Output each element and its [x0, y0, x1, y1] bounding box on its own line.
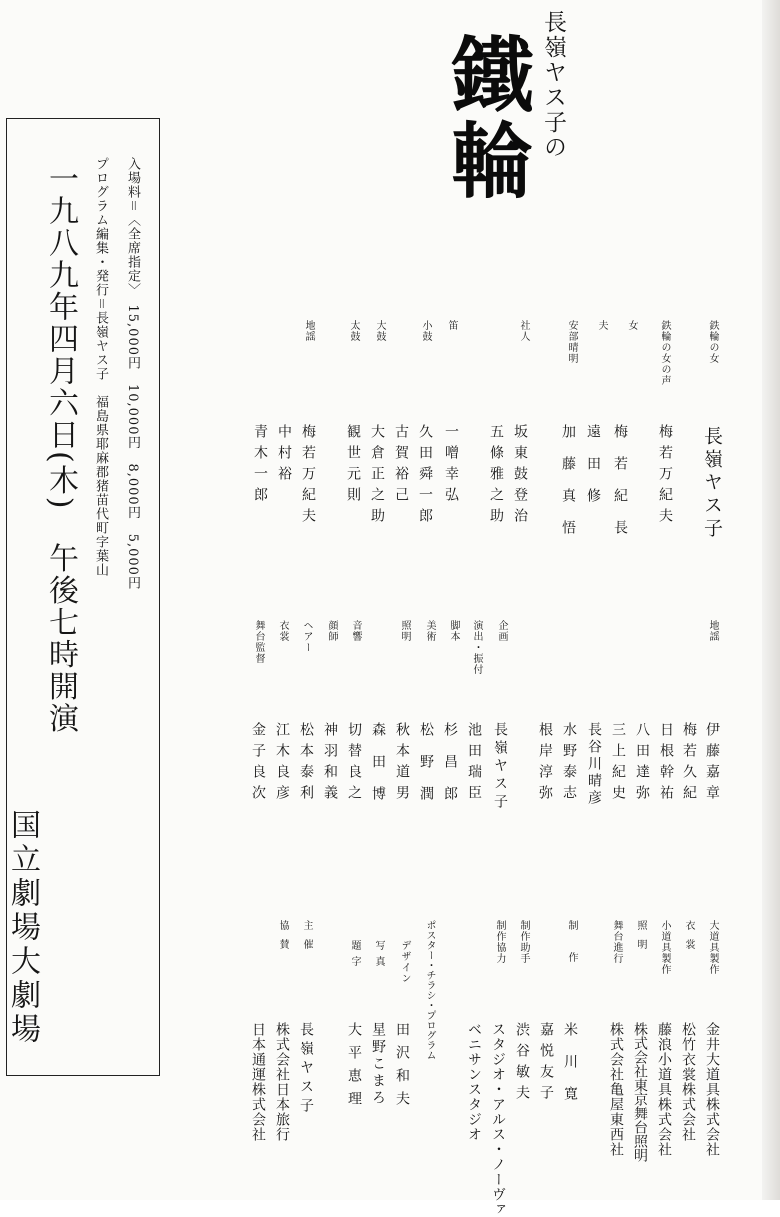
staff-name: 江木良彦 — [274, 722, 290, 806]
role-label: デザイン — [399, 940, 410, 984]
performer-name: 久田舜一郎 — [417, 424, 433, 529]
credit-name: 星野こまろ — [370, 1022, 386, 1107]
venue: 国立劇場大劇場 — [5, 809, 40, 1047]
role-label: 脚本 — [448, 620, 459, 642]
performer-name: 観世元則 — [345, 424, 361, 508]
performer-name: 加藤真悟 — [560, 424, 576, 552]
role-label: 写真 — [373, 940, 384, 972]
staff-name: 池田瑞臣 — [466, 722, 482, 806]
performer-name: 坂東鼓登治 — [512, 424, 528, 529]
role-label: 社人 — [518, 320, 529, 342]
role-label: 鉄輪の女 — [707, 320, 718, 364]
performer-name: 梅若紀長 — [612, 424, 628, 552]
performer-name: 遠田修 — [585, 424, 601, 520]
role-label: 夫 — [596, 320, 607, 331]
staff-name: 長嶺ヤス子 — [492, 722, 508, 812]
staff-name: 三上紀史 — [610, 722, 626, 806]
staff-name: 根岸淳弥 — [537, 722, 553, 806]
role-label: 照明 — [399, 620, 410, 642]
staff-name: 森田博 — [370, 722, 386, 818]
staff-name: 伊藤嘉章 — [704, 722, 720, 806]
role-label: 協賛 — [277, 920, 288, 958]
role-label: 小道具製作 — [659, 920, 670, 975]
credit-name: 米川寛 — [562, 1022, 578, 1118]
role-label: 顔師 — [326, 620, 337, 642]
role-label: 女 — [626, 320, 637, 331]
credit-name: 日本通運株式会社 — [250, 1022, 266, 1142]
role-label: 照明 — [635, 920, 646, 958]
role-label: 制作協力 — [494, 920, 505, 964]
performance-info-box — [6, 118, 160, 1076]
role-label: ヘアー — [301, 620, 312, 653]
staff-name: 長谷川晴彦 — [586, 722, 602, 807]
page-edge-shadow — [762, 0, 780, 1200]
staff-name: 杉昌郎 — [442, 722, 458, 818]
performer-name: 梅若万紀夫 — [300, 424, 316, 529]
staff-name: 梅若久紀 — [681, 722, 697, 806]
role-label: 大道具製作 — [707, 920, 718, 975]
staff-name: 八田達弥 — [634, 722, 650, 806]
role-label: 地謡 — [303, 320, 314, 342]
credit-name: 渋谷敏夫 — [514, 1022, 530, 1106]
staff-name: 松本泰利 — [298, 722, 314, 806]
credit-name: 藤浪小道具株式会社 — [656, 1022, 672, 1157]
performer-name: 長嶺ヤス子 — [701, 426, 723, 541]
credit-name: 田沢和夫 — [394, 1022, 410, 1114]
role-label: 太鼓 — [348, 320, 359, 342]
role-label: 制作助手 — [518, 920, 529, 964]
performer-name: 一噌幸弘 — [443, 424, 459, 508]
credit-name: 株式会社亀屋東西社 — [608, 1022, 624, 1157]
program-publisher: プログラム編集・発行＝長嶺ヤス子 福島県耶麻郡猪苗代町字葉山 — [93, 157, 108, 577]
role-label: 笛 — [446, 320, 457, 331]
credit-name: 株式会社日本旅行 — [274, 1022, 290, 1142]
role-label: 題字 — [349, 940, 360, 972]
performer-name: 梅若万紀夫 — [657, 424, 673, 529]
role-label: 安部晴明 — [566, 320, 577, 364]
role-label: 演出・振付 — [471, 620, 482, 675]
role-label: 美術 — [424, 620, 435, 642]
performer-name: 中村裕 — [276, 424, 292, 487]
performer-name: 五條雅之助 — [488, 424, 504, 529]
role-label: 小鼓 — [420, 320, 431, 342]
staff-name: 神羽和義 — [322, 722, 338, 806]
performer-name: 青木一郎 — [252, 424, 268, 508]
credit-name: スタジオ・アルス・ノーヴァ — [490, 1022, 506, 1217]
title-main: 鐵輪 — [438, 32, 534, 204]
role-label: 衣裳 — [277, 620, 288, 642]
performer-name: 古賀裕己 — [393, 424, 409, 508]
role-label: 舞台進行 — [611, 920, 622, 964]
role-label: 舞台監督 — [253, 620, 264, 664]
credit-name: 嘉悦友子 — [538, 1022, 554, 1106]
performer-name: 大倉正之助 — [369, 424, 385, 529]
credit-name: ベニサンスタジオ — [466, 1022, 482, 1142]
staff-name: 松野潤 — [418, 722, 434, 818]
role-label: 衣裳 — [683, 920, 694, 958]
role-label: 制作 — [566, 920, 577, 984]
role-label: 鉄輪の女の声 — [659, 320, 670, 386]
credit-name: 株式会社東京舞台照明 — [632, 1022, 648, 1162]
role-label: 主催 — [301, 920, 312, 958]
role-label: 大鼓 — [374, 320, 385, 342]
role-label: 企画 — [496, 620, 507, 642]
staff-name: 日根幹祐 — [658, 722, 674, 806]
ticket-price: 入場料＝〈全席指定〉 15,000円 10,000円 8,000円 5,000円 — [125, 157, 140, 590]
credit-name: 松竹衣裳株式会社 — [680, 1022, 696, 1142]
role-label: 音響 — [350, 620, 361, 642]
staff-name: 金子良次 — [250, 722, 266, 806]
credit-name: 金井大道具株式会社 — [704, 1022, 720, 1157]
staff-name: 秋本道男 — [394, 722, 410, 806]
title-by: 長嶺ヤス子の — [540, 10, 566, 160]
credit-name: 長嶺ヤス子 — [298, 1022, 314, 1117]
role-label: 地謡 — [707, 620, 718, 642]
staff-name: 切替良之 — [346, 722, 362, 806]
staff-name: 水野泰志 — [561, 722, 577, 806]
performance-date: 一九八九年四月六日(木) 午後七時開演 — [43, 163, 78, 735]
credit-name: 大平恵理 — [346, 1022, 362, 1114]
role-label: ポスター・チラシ・プログラム — [424, 920, 435, 1060]
